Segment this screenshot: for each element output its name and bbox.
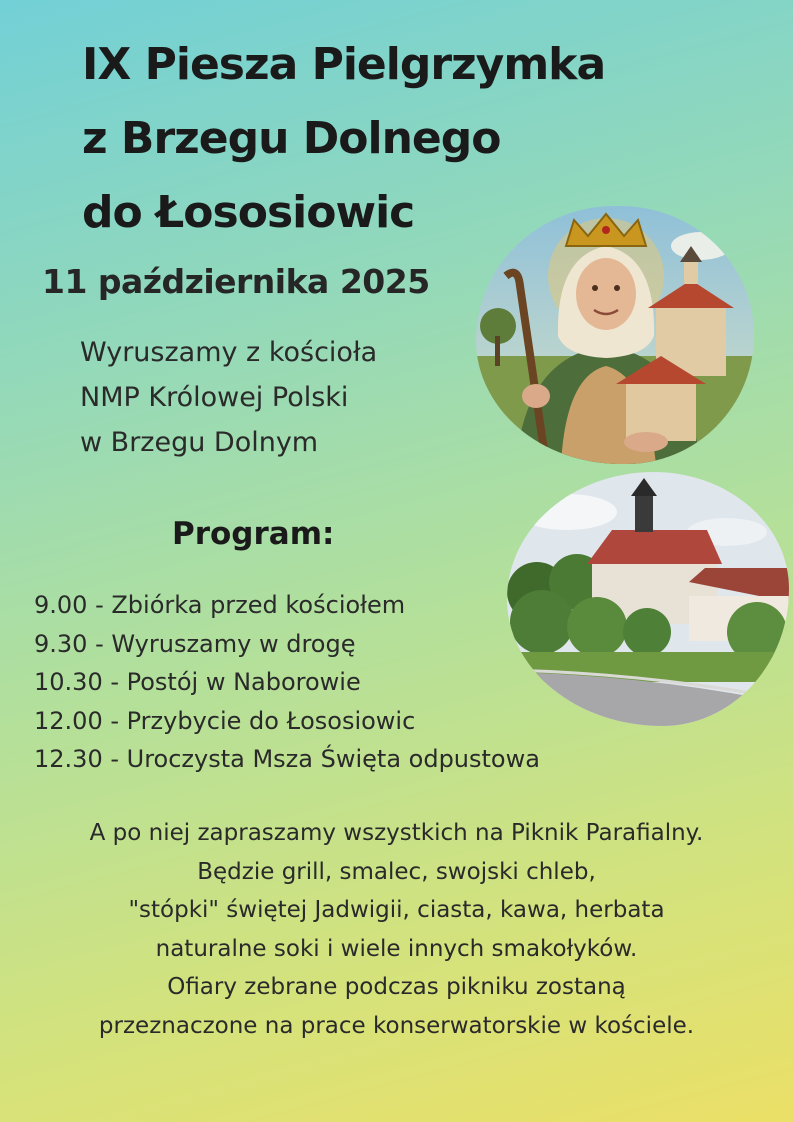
picnic-line: "stópki" świętej Jadwigii, ciasta, kawa, herbata <box>128 897 665 923</box>
title-line: z Brzegu Dolnego <box>82 113 501 164</box>
schedule-item: 9.00 - Zbiórka przed kościołem <box>34 591 406 619</box>
picnic-line: Będzie grill, smalec, swojski chleb, <box>197 858 596 885</box>
departure-line: Wyruszamy z kościoła <box>80 337 378 368</box>
schedule-item: 12.00 - Przybycie do Łososiowic <box>34 706 416 735</box>
picnic-line: A po niej zapraszamy wszystkich na Piknik Parafialny. <box>89 820 704 846</box>
picnic-line: naturalne soki i wiele innych smakołyków. <box>155 935 638 962</box>
picnic-line: Ofiary zebrane podczas pikniku zostaną <box>167 974 626 1000</box>
schedule-item: 12.30 - Uroczysta Msza Święta odpustowa <box>34 745 540 773</box>
title-line: do Łososiowic <box>82 187 415 238</box>
saint-jadwiga-illustration <box>476 206 754 464</box>
departure-line: w Brzegu Dolnym <box>80 427 319 458</box>
schedule-item: 10.30 - Postój w Naborowie <box>34 668 361 696</box>
church-photo-graphic <box>507 472 789 726</box>
picnic-line: przeznaczone na prace konserwatorskie w kościele. <box>98 1012 695 1039</box>
event-date: 11 października 2025 <box>42 262 430 301</box>
saint-illustration-graphic <box>476 206 754 464</box>
title-line: IX Piesza Pielgrzymka <box>82 39 606 90</box>
program-heading: Program: <box>172 516 335 552</box>
departure-info <box>80 330 377 465</box>
village-church-photo <box>507 472 789 726</box>
picnic-info <box>20 814 773 1045</box>
poster-title <box>82 28 605 250</box>
schedule-list <box>34 586 540 779</box>
schedule-item: 9.30 - Wyruszamy w drogę <box>34 629 356 658</box>
departure-line: NMP Królowej Polski <box>80 382 349 413</box>
